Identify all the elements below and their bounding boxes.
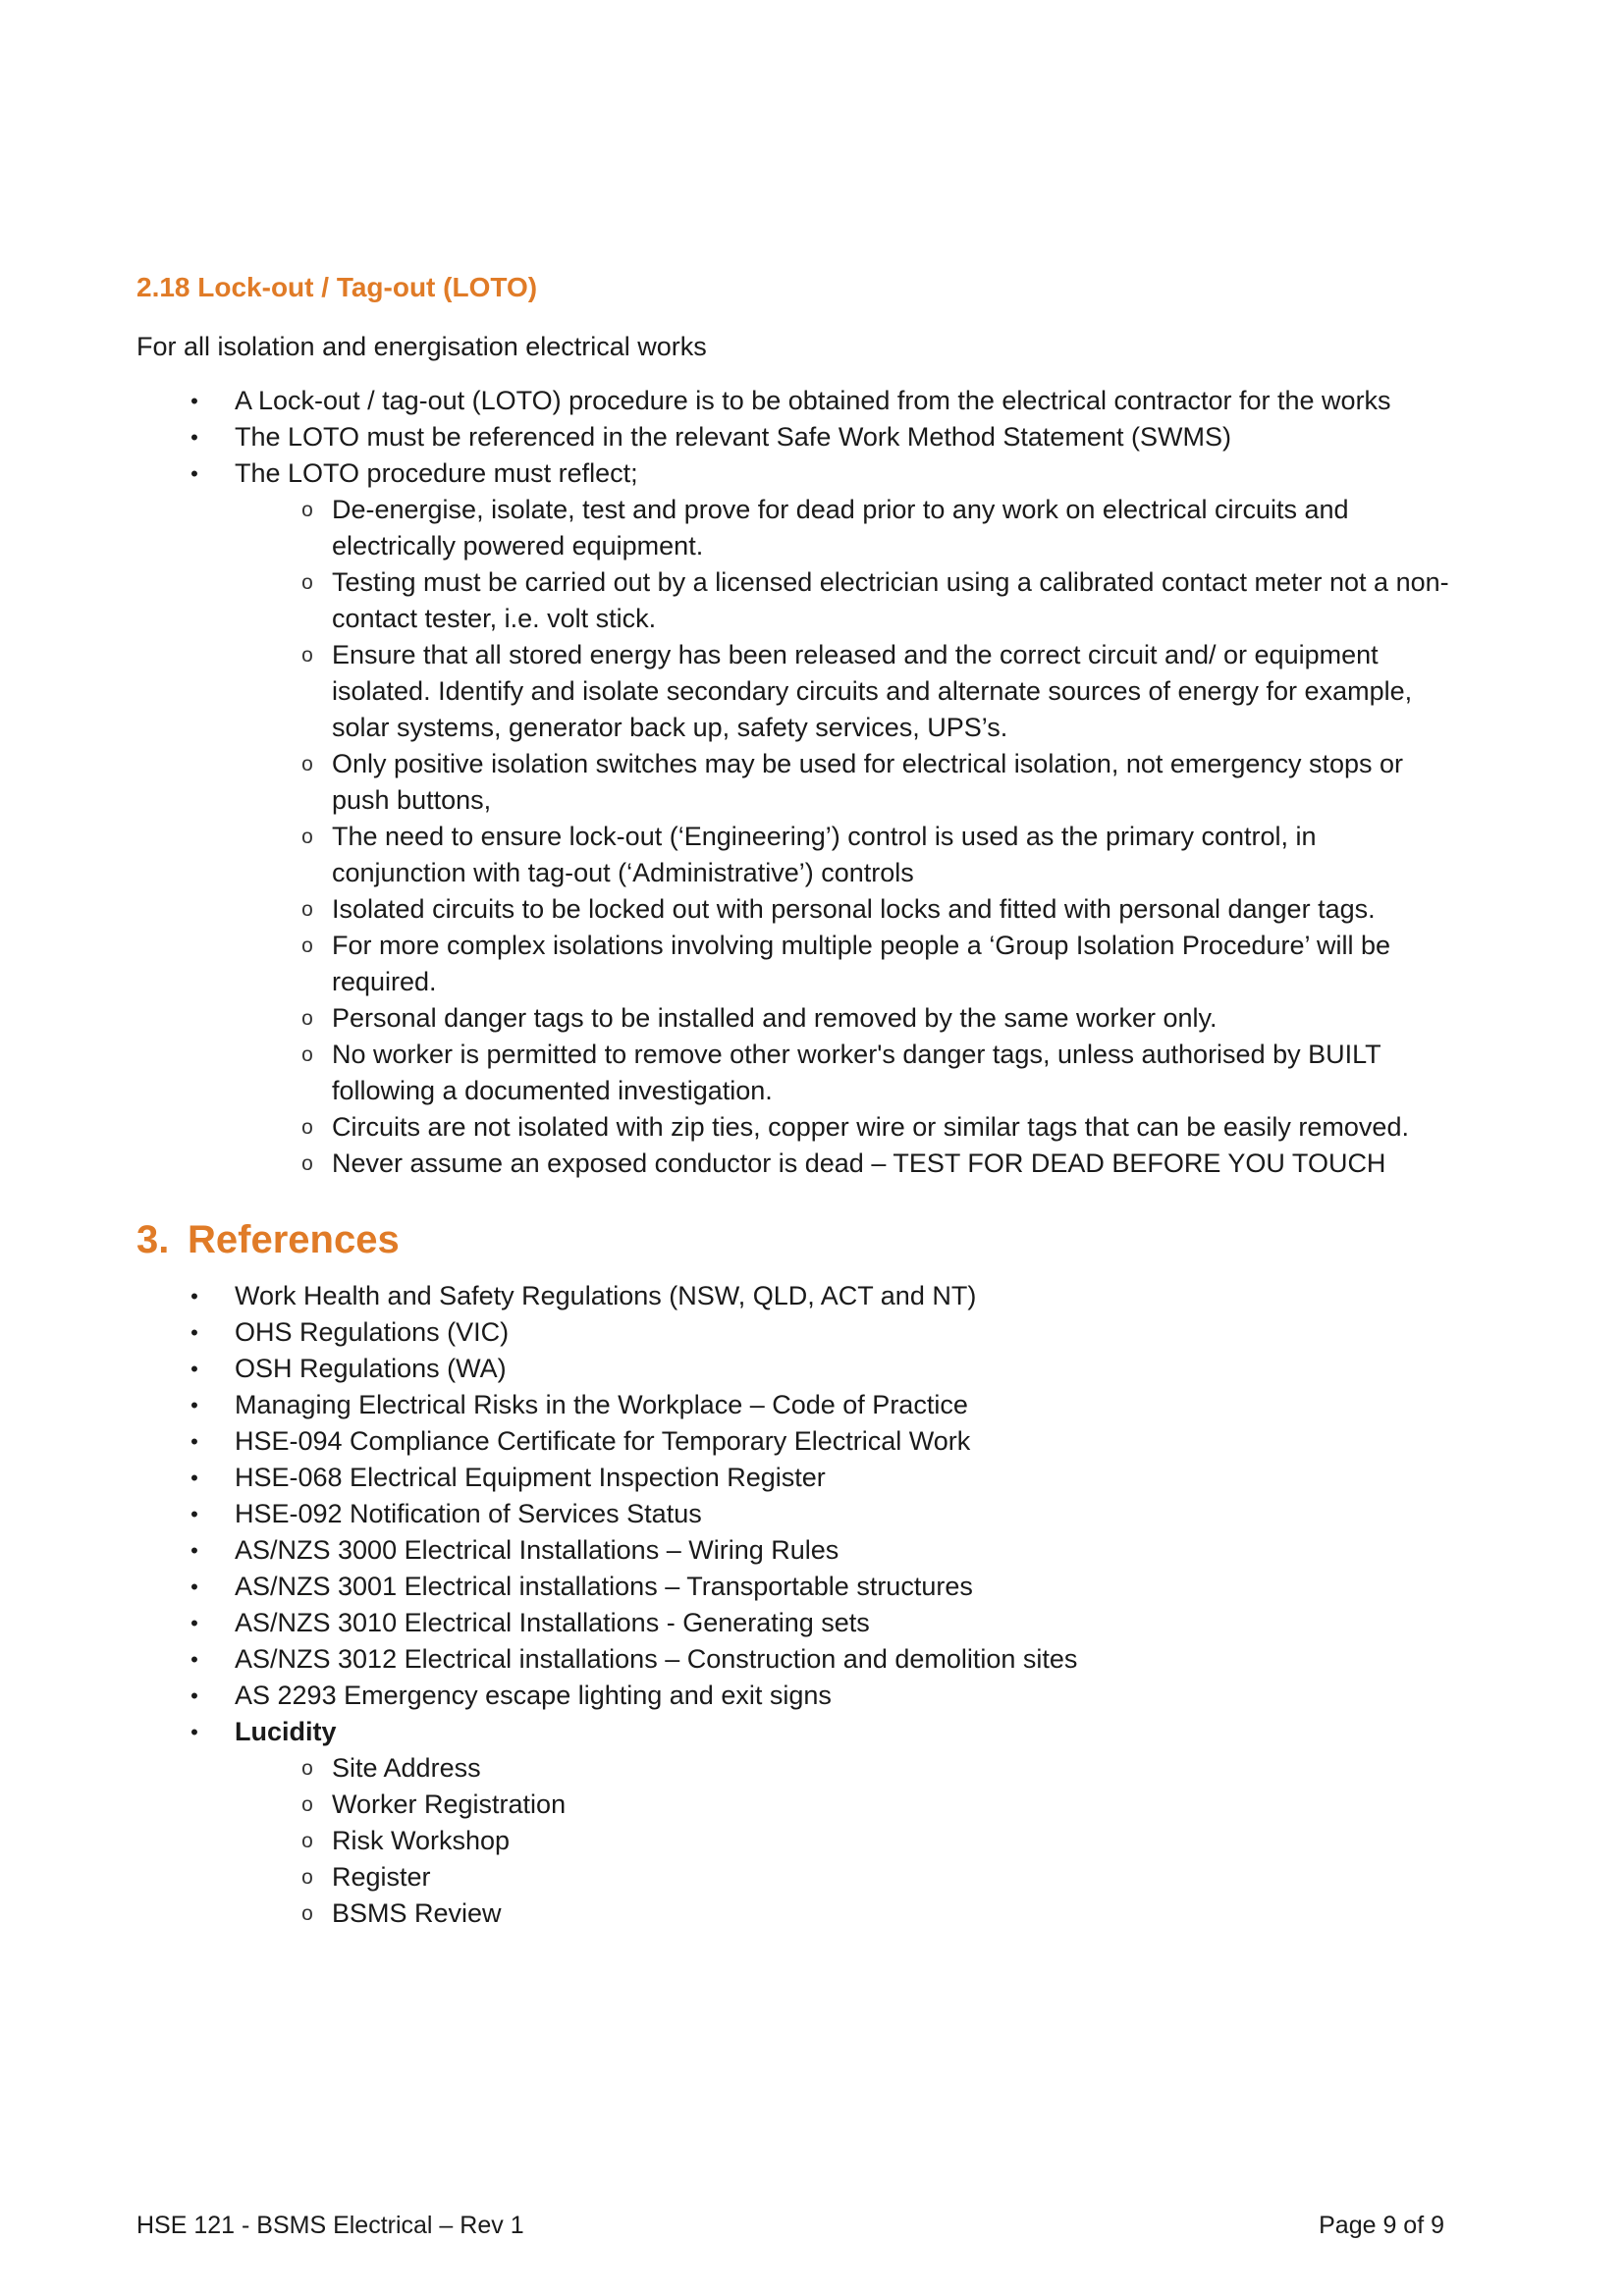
reference-item bbox=[136, 1496, 1452, 1532]
sub-list-item-text: No worker is permitted to remove other worker's danger tags, unless authorised by BUILT following a documented investigation. bbox=[332, 1040, 1381, 1105]
bullet-icon: • bbox=[190, 1466, 198, 1490]
circle-bullet-icon: o bbox=[301, 1116, 313, 1139]
footer-document-id: HSE 121 - BSMS Electrical – Rev 1 bbox=[136, 2212, 524, 2239]
list-item bbox=[136, 455, 1452, 1182]
sub-list-item-text: Site Address bbox=[332, 1753, 481, 1783]
reference-item bbox=[136, 1387, 1452, 1423]
sub-list-item-text: For more complex isolations involving multiple people a ‘Group Isolation Procedure’ will be required. bbox=[332, 931, 1391, 996]
sub-list-item bbox=[135, 1859, 1452, 1896]
circle-bullet-icon: o bbox=[301, 571, 313, 594]
references-list bbox=[136, 1278, 1452, 1932]
subsection-title: 2.18 Lock-out / Tag-out (LOTO) bbox=[136, 272, 538, 302]
bullet-icon: • bbox=[190, 1575, 198, 1599]
list-item-text: The LOTO procedure must reflect; bbox=[235, 458, 638, 488]
loto-sub-list bbox=[136, 492, 1452, 1182]
reference-text: HSE-092 Notification of Services Status bbox=[235, 1499, 702, 1528]
circle-bullet-icon: o bbox=[301, 1152, 313, 1175]
sub-list-item bbox=[135, 1750, 1452, 1787]
reference-item-lucidity bbox=[136, 1714, 1452, 1932]
circle-bullet-icon: o bbox=[301, 1866, 313, 1889]
circle-bullet-icon: o bbox=[301, 898, 313, 921]
sub-list-item bbox=[135, 1109, 1452, 1146]
sub-list-item-text: Isolated circuits to be locked out with personal locks and fitted with personal danger tags. bbox=[332, 894, 1376, 924]
lucidity-sub-list bbox=[136, 1750, 1452, 1932]
reference-item bbox=[136, 1605, 1452, 1641]
circle-bullet-icon: o bbox=[301, 1793, 313, 1816]
bullet-icon: • bbox=[190, 1647, 198, 1672]
reference-item bbox=[136, 1460, 1452, 1496]
bullet-icon: • bbox=[190, 1611, 198, 1635]
sub-list-item-text: Circuits are not isolated with zip ties, copper wire or similar tags that can be easily removed. bbox=[332, 1112, 1409, 1142]
sub-list-item bbox=[135, 1000, 1452, 1037]
circle-bullet-icon: o bbox=[301, 753, 313, 775]
reference-text: OHS Regulations (VIC) bbox=[235, 1317, 510, 1347]
bullet-icon: • bbox=[190, 1393, 198, 1417]
sub-list-item-text: Never assume an exposed conductor is dead – TEST FOR DEAD BEFORE YOU TOUCH bbox=[332, 1148, 1386, 1178]
sub-list-item bbox=[135, 1787, 1452, 1823]
footer-page-number: Page 9 of 9 bbox=[1319, 2212, 1444, 2239]
reference-item bbox=[136, 1641, 1452, 1678]
circle-bullet-icon: o bbox=[301, 499, 313, 521]
sub-list-item bbox=[135, 492, 1452, 564]
reference-text: AS/NZS 3012 Electrical installations – Construction and demolition sites bbox=[235, 1644, 1078, 1674]
circle-bullet-icon: o bbox=[301, 934, 313, 957]
bullet-icon: • bbox=[190, 1683, 198, 1708]
bullet-icon: • bbox=[190, 1284, 198, 1308]
section-title bbox=[136, 1217, 400, 1262]
sub-list-item-text: De-energise, isolate, test and prove for dead prior to any work on electrical circuits and electrically powered equipment. bbox=[332, 495, 1349, 561]
sub-list-item bbox=[135, 1896, 1452, 1932]
sub-list-item-text: Personal danger tags to be installed and removed by the same worker only. bbox=[332, 1003, 1218, 1033]
reference-item bbox=[136, 1351, 1452, 1387]
loto-bullet-list bbox=[136, 383, 1452, 1182]
sub-list-item bbox=[135, 637, 1452, 746]
sub-list-item-text: Only positive isolation switches may be used for electrical isolation, not emergency stops or push buttons, bbox=[332, 749, 1404, 815]
bullet-icon: • bbox=[190, 461, 198, 486]
sub-list-item bbox=[135, 564, 1452, 637]
lucidity-label: Lucidity bbox=[235, 1717, 337, 1746]
list-item-text: A Lock-out / tag-out (LOTO) procedure is to be obtained from the electrical contractor for the works bbox=[235, 386, 1391, 415]
reference-text: AS/NZS 3010 Electrical Installations - Generating sets bbox=[235, 1608, 870, 1637]
bullet-icon: • bbox=[190, 1320, 198, 1345]
list-item-text: The LOTO must be referenced in the relevant Safe Work Method Statement (SWMS) bbox=[235, 422, 1231, 452]
sub-list-item-text: Register bbox=[332, 1862, 431, 1892]
reference-item bbox=[136, 1314, 1452, 1351]
sub-list-item-text: Ensure that all stored energy has been released and the correct circuit and/ or equipment isolated. Identify and isolate secondary circuits and alternate sources of energy for example, solar systems, generator back up, safety services, UPS’s. bbox=[332, 640, 1413, 742]
sub-list-item-text: BSMS Review bbox=[332, 1898, 502, 1928]
sub-list-item-text: The need to ensure lock-out (‘Engineering’) control is used as the primary control, in conjunction with tag-out (‘Administrative’) controls bbox=[332, 822, 1317, 887]
sub-list-item bbox=[135, 819, 1452, 891]
sub-list-item-text: Testing must be carried out by a licensed electrician using a calibrated contact meter not a non-contact tester, i.e. volt stick. bbox=[332, 567, 1449, 633]
circle-bullet-icon: o bbox=[301, 1007, 313, 1030]
reference-item bbox=[136, 1569, 1452, 1605]
bullet-icon: • bbox=[190, 1429, 198, 1454]
sub-list-item bbox=[135, 1823, 1452, 1859]
circle-bullet-icon: o bbox=[301, 1757, 313, 1780]
bullet-icon: • bbox=[190, 1538, 198, 1563]
circle-bullet-icon: o bbox=[301, 1902, 313, 1925]
circle-bullet-icon: o bbox=[301, 826, 313, 848]
reference-text: AS 2293 Emergency escape lighting and exit signs bbox=[235, 1681, 832, 1710]
sub-list-item bbox=[135, 1037, 1452, 1109]
circle-bullet-icon: o bbox=[301, 1830, 313, 1852]
bullet-icon: • bbox=[190, 1357, 198, 1381]
sub-list-item bbox=[135, 1146, 1452, 1182]
list-item bbox=[136, 419, 1452, 455]
reference-text: HSE-094 Compliance Certificate for Temporary Electrical Work bbox=[235, 1426, 971, 1456]
reference-text: OSH Regulations (WA) bbox=[235, 1354, 507, 1383]
bullet-icon: • bbox=[190, 1720, 198, 1744]
bullet-icon: • bbox=[190, 389, 198, 413]
sub-list-item bbox=[135, 928, 1452, 1000]
circle-bullet-icon: o bbox=[301, 644, 313, 667]
reference-item bbox=[136, 1678, 1452, 1714]
reference-text: AS/NZS 3000 Electrical Installations – Wiring Rules bbox=[235, 1535, 839, 1565]
reference-item bbox=[136, 1423, 1452, 1460]
circle-bullet-icon: o bbox=[301, 1043, 313, 1066]
sub-list-item-text: Worker Registration bbox=[332, 1789, 567, 1819]
reference-item bbox=[136, 1278, 1452, 1314]
intro-paragraph: For all isolation and energisation electrical works bbox=[136, 332, 707, 361]
bullet-icon: • bbox=[190, 1502, 198, 1526]
bullet-icon: • bbox=[190, 425, 198, 450]
sub-list-item bbox=[135, 746, 1452, 819]
reference-text: Managing Electrical Risks in the Workplace – Code of Practice bbox=[235, 1390, 968, 1419]
reference-text: AS/NZS 3001 Electrical installations – Transportable structures bbox=[235, 1572, 973, 1601]
reference-text: HSE-068 Electrical Equipment Inspection Register bbox=[235, 1463, 826, 1492]
reference-text: Work Health and Safety Regulations (NSW, QLD, ACT and NT) bbox=[235, 1281, 977, 1310]
reference-item bbox=[136, 1532, 1452, 1569]
list-item bbox=[136, 383, 1452, 419]
sub-list-item-text: Risk Workshop bbox=[332, 1826, 511, 1855]
section-title-text: References bbox=[188, 1218, 400, 1261]
sub-list-item bbox=[135, 891, 1452, 928]
section-number: 3. bbox=[136, 1218, 170, 1261]
